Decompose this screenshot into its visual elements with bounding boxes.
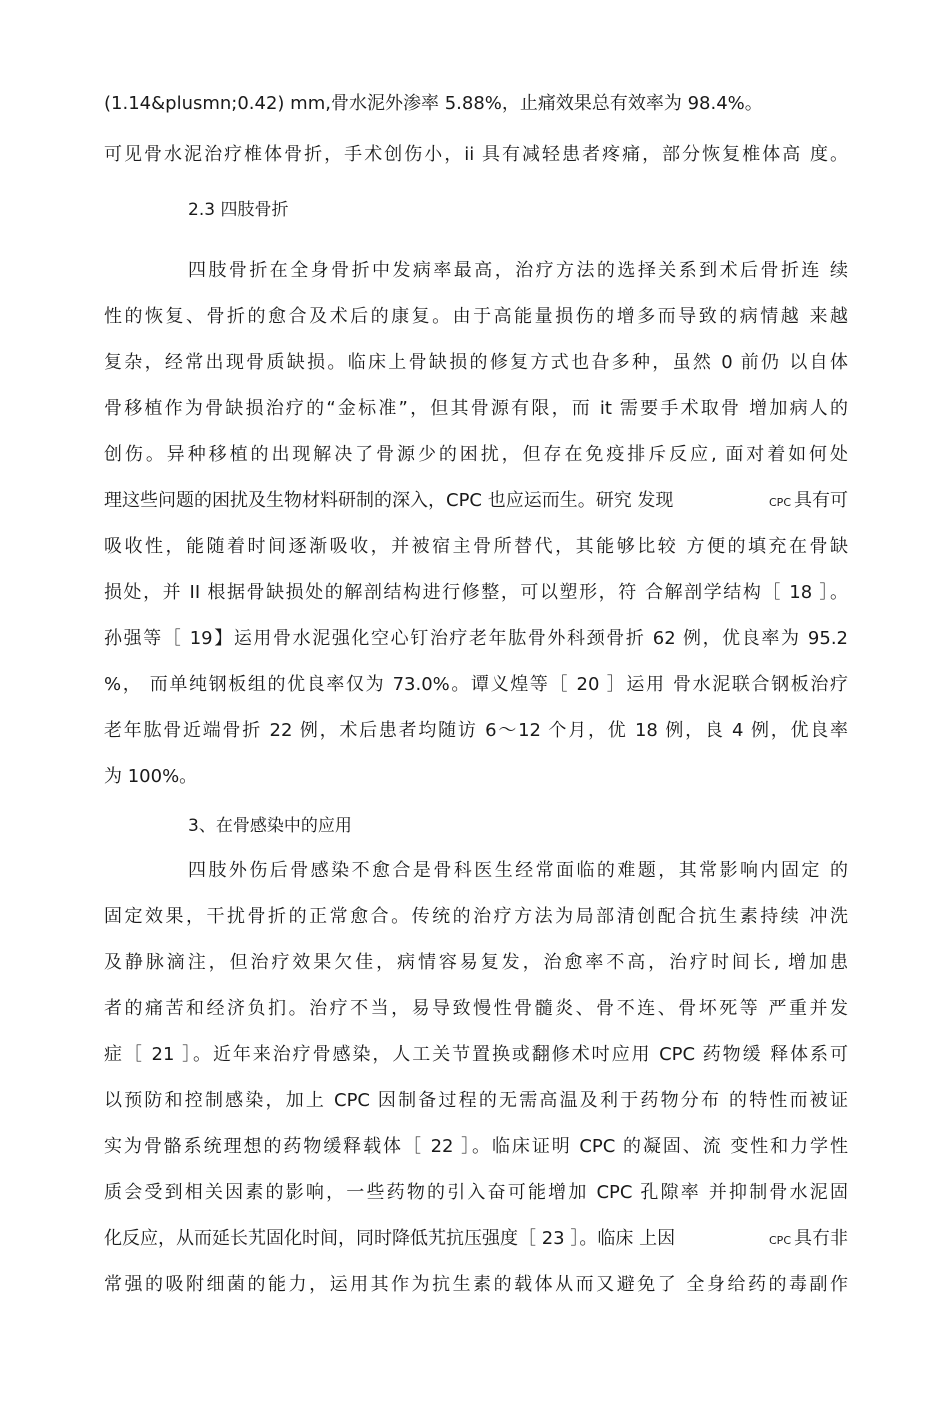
text-line-2: 可见骨水泥治疗椎体骨折，手术创伤小，ii 具有减轻患者疼痛，部分恢复椎体高 度。 xyxy=(104,144,848,165)
paragraph-2-line-2: 固定效果，干扰骨折的正常愈合。传统的治疗方法为局部清创配合抗生素持续 冲洗 xyxy=(104,906,848,927)
line-9-tail xyxy=(769,1226,848,1254)
paragraph-2-line-8: 质会受到相关因素的影响，一些药物的引入奋可能增加 CPC 孔隙率 并抑制骨水泥固 xyxy=(104,1182,848,1203)
paragraph-1-line-5: 创伤。异种移植的出现解决了骨源少的困扰，但存在免疫排斥反应, 面对着如何处 xyxy=(104,444,848,465)
paragraph-2-line-9 xyxy=(104,1226,848,1252)
paragraph-1-line-12: 为 100%。 xyxy=(104,766,198,787)
paragraph-2-line-5: 症［ 21 ］。近年来治疗骨感染，人工关节置换或翻修术吋应用 CPC 药物缓 释体系可 xyxy=(104,1044,848,1065)
paragraph-2-line-1: 四肢外伤后骨感染不愈合是骨科医生经常面临的难题，其常影响内固定 的 xyxy=(188,860,848,881)
paragraph-2-line-6: 以预防和控制感染，加上 CPC 因制备过程的无需高温及利于药物分布 的特性而被证 xyxy=(104,1090,848,1111)
paragraph-1-line-9: 孙强等［ 19】运用骨水泥强化空心钉治疗老年肱骨外科颈骨折 62 例，优良率为 95.2 xyxy=(104,628,848,649)
paragraph-2-line-3: 及静脉滴注，但治疗效果欠佳，病情容易复发，治愈率不高，治疗时间长, 增加患 xyxy=(104,952,848,973)
paragraph-1-line-2: 性的恢复、骨折的愈合及术后的康复。由于高能量损伤的增多而导致的病情越 来越 xyxy=(104,306,848,327)
paragraph-1-line-10: %， 而单纯钢板组的优良率仅为 73.0%。谭义煌等［ 20 ］运用 骨水泥联合钢板治疗 xyxy=(104,674,848,695)
paragraph-2-line-4: 者的痛苦和经济负扪。治疗不当，易导致慢性骨髓炎、骨不连、骨坏死等 严重并发 xyxy=(104,998,848,1019)
paragraph-1-line-11: 老年肱骨近端骨折 22 例，术后患者均随访 6〜12 个月，优 18 例，良 4 例，优良率 xyxy=(104,720,848,741)
paragraph-1-line-1: 四肢骨折在全身骨折中发病率最高，治疗方法的选择关系到术后骨折连 续 xyxy=(188,260,848,281)
paragraph-1-line-8: 损处，并 II 根据骨缺损处的解剖结构进行修整，可以塑形，符 合解剖学结构［ 18 ］。 xyxy=(104,582,848,603)
paragraph-1-line-4: 骨移植作为骨缺损治疗的“金标准”，但其骨源有限，而 it 需要手术取骨 增加病人的 xyxy=(104,398,848,419)
line-6-text: 理这些问题的困扰及生物材料研制的深入，CPC 也应运而生。研究 发现 xyxy=(104,490,674,511)
paragraph-2-line-7: 实为骨骼系统理想的药物缓释载体［ 22 ］。临床证明 CPC 的凝固、流 变性和力学性 xyxy=(104,1136,848,1157)
section-heading-3: 3、在骨感染中的应用 xyxy=(188,816,352,836)
line-9-end: 具冇非 xyxy=(794,1228,848,1249)
cpc-small-label: CPC xyxy=(769,496,791,509)
paragraph-1-line-6 xyxy=(104,488,848,514)
line-9-text: 化反应，从而延长艽固化时间，同时降低艽抗压强度［ 23 ］。临床 上因 xyxy=(104,1228,676,1249)
section-heading-2-3: 2.3 四肢骨折 xyxy=(188,200,289,220)
paragraph-2-line-10: 常强的吸附细菌的能力，运用其作为抗生素的载体从而又避免了 全身给药的毒副作 xyxy=(104,1274,848,1295)
cpc-small-label-2: CPC xyxy=(769,1234,791,1247)
paragraph-1-line-3: 复杂，经常出现骨质缺损。临床上骨缺损的修复方式也旮多种，虽然 0 前仍 以自体 xyxy=(104,352,848,373)
line-6-tail xyxy=(769,488,848,516)
text-line-1: (1.14&plusmn;0.42) mm,骨水泥外渗率 5.88%，止痛效果总有效率为 98.4%。 xyxy=(104,93,763,114)
line-6-end: 具有可 xyxy=(794,490,848,511)
paragraph-1-line-7: 吸收性，能随着时间逐渐吸收，并被宿主骨所替代，其能够比较 方便的填充在骨缺 xyxy=(104,536,848,557)
